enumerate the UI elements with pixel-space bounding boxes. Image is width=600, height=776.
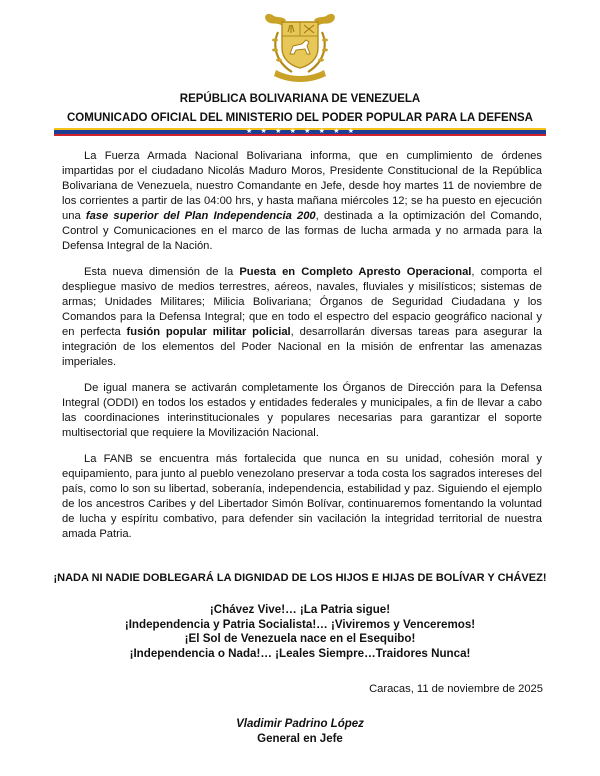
slogan-line: ¡Chávez Vive!… ¡La Patria sigue! — [209, 603, 391, 616]
paragraph-2: Esta nueva dimensión de la Puesta en Completo Apresto Operacional, comporta el despliegue masivo de medios terrestres, aéreos, navales, fluviales y misilísticos; sistemas de armas; Unidades Militares; Milicia Bolivariana; Órganos de Seguridad Ciudadana y los Comandos para la Defensa Integral; que en todo el espectro del espacio geográfico nacional y en perfecta fusión popular militar policial, desarrollarán diversas tareas para asegurar la integración de los elementos del Poder Nacional en la misión de enfrentar las amenazas imperiales. — [62, 266, 542, 368]
signatory-title: General en Jefe — [257, 732, 343, 745]
apresto-emphasis: Puesta en Completo Apresto Operacional — [239, 266, 472, 278]
closing-proclamation: ¡NADA NI NADIE DOBLEGARÁ LA DIGNIDAD DE LOS HIJOS E HIJAS DE BOLÍVAR Y CHÁVEZ! — [53, 572, 547, 584]
signatory-name: Vladimir Padrino López — [236, 718, 364, 730]
republic-heading: REPÚBLICA BOLIVARIANA DE VENEZUELA — [179, 93, 421, 105]
place-date: Caracas, 11 de noviembre de 2025 — [369, 683, 543, 695]
slogan-line: ¡Independencia y Patria Socialista!… ¡Viviremos y Venceremos! — [124, 617, 476, 631]
coat-of-arms-seal — [260, 6, 340, 84]
slogan-line: ¡El Sol de Venezuela nace en el Esequibo! — [184, 632, 416, 645]
slogans-block — [0, 603, 600, 661]
flag-stripe-divider — [54, 128, 546, 136]
paragraph-1: La Fuerza Armada Nacional Bolivariana informa, que en cumplimiento de órdenes impartidas por el ciudadano Nicolás Maduro Moros, Presidente Constitucional de la República Bolivariana de Venezuela, nuestro Comandante en Jefe, desde hoy martes 11 de noviembre de los corrientes a partir de las 04:00 hrs, y hasta mañana miércoles 12; se ha puesto en ejecución una fase superior del Plan Independencia 200, destinada a la optimización del Comando, Control y Comunicaciones en el marco de las formas de lucha armada y no armada para la Defensa Integral de la Nación. — [62, 150, 542, 252]
communique-body — [62, 149, 542, 553]
communique-heading: COMUNICADO OFICIAL DEL MINISTERIO DEL PODER POPULAR PARA LA DEFENSA — [67, 112, 533, 124]
paragraph-4: La FANB se encuentra más fortalecida que nunca en su unidad, cohesión moral y equipamiento, para junto al pueblo venezolano preservar a toda costa los sagrados intereses del país, como lo son su libertad, soberanía, independencia, estabilidad y paz. Siguiendo el ejemplo de los ancestros Caribes y del Libertador Simón Bolívar, continuaremos fomentando la voluntad de lucha y espíritu combativo, para defender sin vacilación la integridad territorial de nuestra amada Patria. — [62, 453, 542, 540]
slogan-line: ¡Independencia o Nada!… ¡Leales Siempre…Traidores Nunca! — [129, 646, 471, 660]
fusion-emphasis: fusión popular militar policial — [126, 326, 291, 338]
paragraph-3: De igual manera se activarán completamente los Órganos de Dirección para la Defensa Integral (ODDI) en todos los estados y entidades federales y municipales, a fin de llevar a cabo las coordinaciones interinstitucionales y populares necesarias para garantizar el soporte multisectorial que requiere la Movilización Nacional. — [62, 382, 542, 439]
plan-emphasis: fase superior del Plan Independencia 200 — [85, 210, 316, 222]
signature-block — [0, 717, 600, 746]
flag-stars-icon: ★ ★ ★ ★ ★ ★ ★ ★ — [246, 128, 354, 135]
